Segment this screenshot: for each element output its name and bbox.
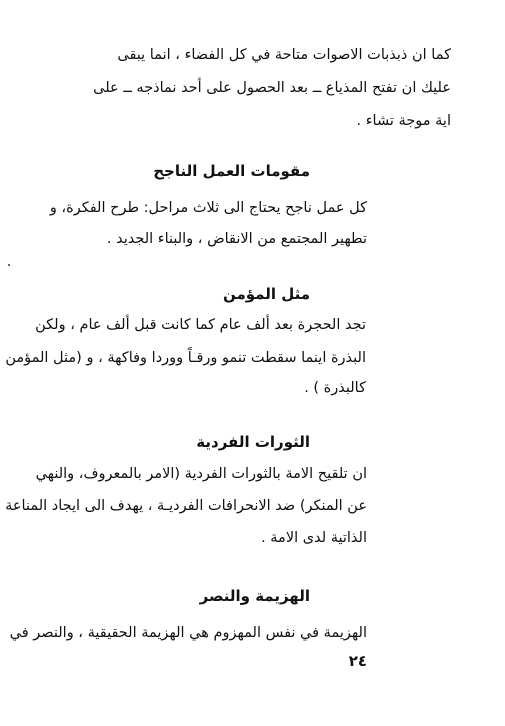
- section-heading: مثل المؤمن: [222, 285, 310, 303]
- paragraph-line: اية موجة تشاء .: [356, 113, 451, 129]
- paragraph-line: كل عمل ناجح يحتاج الى ثلاث مراحل: طرح الفكرة، و: [49, 200, 367, 216]
- paragraph-line: عن المنكر) ضد الانحرافات الفرديـة ، يهدف الى ايجاد المناعة: [5, 498, 367, 514]
- paragraph-line: تطهير المجتمع من الانقاض ، والبناء الجديد .: [106, 231, 367, 247]
- paragraph-line: تجد الحجرة بعد ألف عام كما كانت قبل ألف عام ، ولكن: [35, 317, 366, 333]
- paragraph-line: الذاتية لدى الامة .: [261, 530, 367, 546]
- section-heading: مقومات العمل الناجح: [153, 162, 310, 180]
- paragraph-line: عليك ان تفتح المذياع ــ بعد الحصول على أحد نماذجه ــ على: [93, 80, 451, 96]
- paragraph-line: كالبذرة ) .: [304, 380, 366, 396]
- scan-speck: [8, 264, 10, 266]
- section-heading: الثورات الفردية: [196, 433, 310, 451]
- paragraph-line: البذرة اينما سقطت تنمو ورقـاً ووردا وفاكهة ، و (مثل المؤمن: [5, 350, 366, 366]
- paragraph-line: ان تلقيح الامة بالثورات الفردية (الامر بالمعروف، والنهي: [35, 466, 367, 482]
- page-number: ٢٤: [348, 652, 367, 670]
- section-heading: الهزيمة والنصر: [199, 587, 310, 605]
- paragraph-line: كما ان ذبذبات الاصوات متاحة في كل الفضاء ، انما يبقى: [117, 47, 451, 63]
- paragraph-line: الهزيمة في نفس المهزوم هي الهزيمة الحقيقية ، والنصر في: [9, 625, 367, 641]
